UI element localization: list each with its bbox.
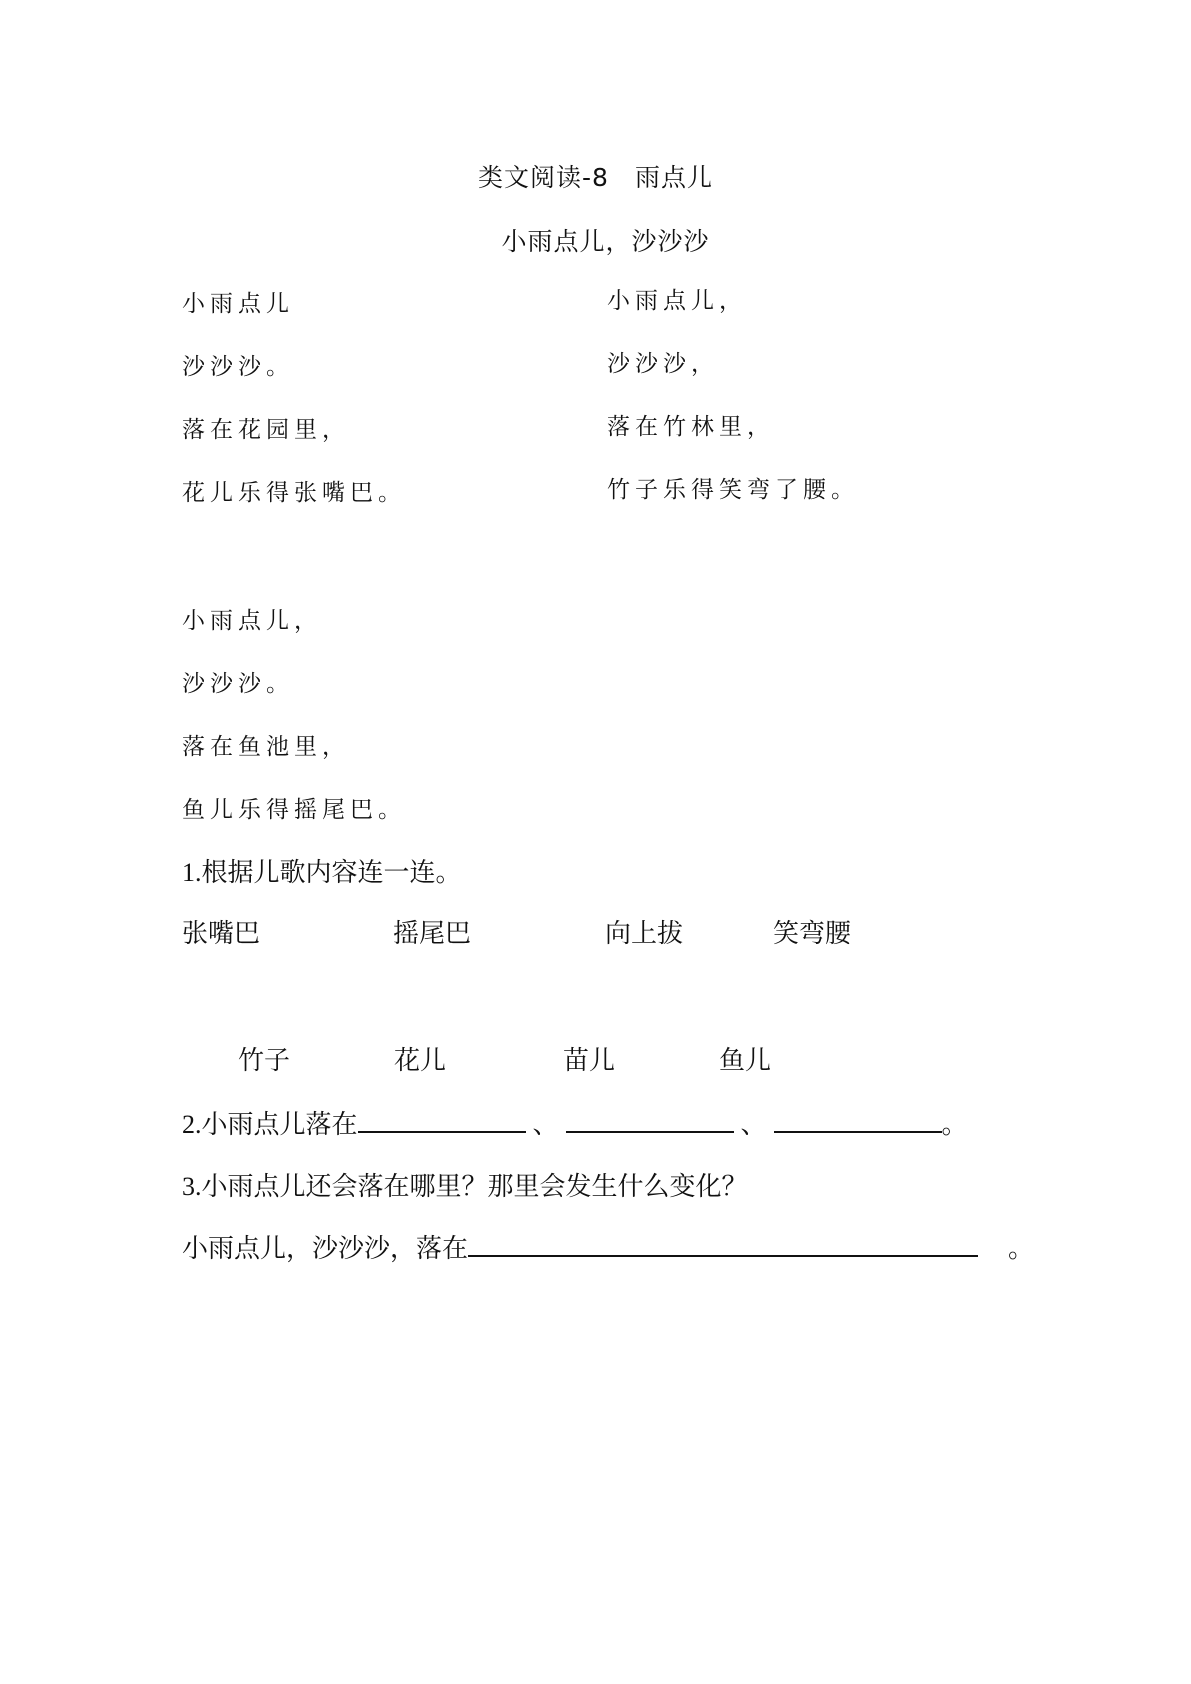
period: 。 — [941, 1110, 968, 1139]
separator: 、 — [532, 1110, 559, 1139]
question-2 — [182, 1104, 968, 1141]
match-item-bottom[interactable]: 苗儿 — [563, 1046, 616, 1075]
question-3-prompt: 3.小雨点儿还会落在哪里？那里会发生什么变化？ — [182, 1172, 748, 1201]
match-item-top[interactable]: 摇尾巴 — [393, 919, 472, 948]
match-item-top[interactable]: 笑弯腰 — [773, 919, 852, 948]
poem-line: 小雨点儿 — [182, 291, 294, 317]
poem-line: 落在竹林里， — [607, 414, 775, 440]
poem-line: 小雨点儿， — [607, 288, 747, 314]
question-2-prompt: 2.小雨点儿落在 — [182, 1110, 358, 1139]
page-title: 类文阅读-8 雨点儿 — [478, 163, 713, 192]
answer-blank-long[interactable] — [468, 1233, 978, 1257]
poem-title: 小雨点儿，沙沙沙 — [501, 227, 710, 256]
poem-line: 小雨点儿， — [182, 608, 322, 634]
question-3-answer — [182, 1228, 1034, 1265]
poem-line: 落在花园里， — [182, 417, 350, 443]
match-item-bottom[interactable]: 竹子 — [238, 1046, 291, 1075]
match-item-top[interactable]: 张嘴巴 — [182, 919, 261, 948]
match-item-bottom[interactable]: 鱼儿 — [719, 1046, 772, 1075]
answer-blank-1[interactable] — [358, 1109, 526, 1133]
poem-line: 沙沙沙， — [607, 351, 719, 377]
poem-line: 花儿乐得张嘴巴。 — [182, 480, 406, 506]
match-item-bottom[interactable]: 花儿 — [394, 1046, 447, 1075]
poem-line: 竹子乐得笑弯了腰。 — [607, 477, 859, 503]
poem-line: 沙沙沙。 — [182, 354, 294, 380]
period: 。 — [1008, 1234, 1035, 1263]
poem-line: 沙沙沙。 — [182, 671, 294, 697]
poem-line: 落在鱼池里， — [182, 734, 350, 760]
question-1-prompt: 1.根据儿歌内容连一连。 — [182, 858, 462, 887]
answer-prefix: 小雨点儿，沙沙沙，落在 — [182, 1234, 469, 1263]
separator: 、 — [740, 1110, 767, 1139]
match-item-top[interactable]: 向上拔 — [605, 919, 684, 948]
answer-blank-3[interactable] — [774, 1109, 942, 1133]
answer-blank-2[interactable] — [566, 1109, 734, 1133]
poem-line: 鱼儿乐得摇尾巴。 — [182, 797, 406, 823]
